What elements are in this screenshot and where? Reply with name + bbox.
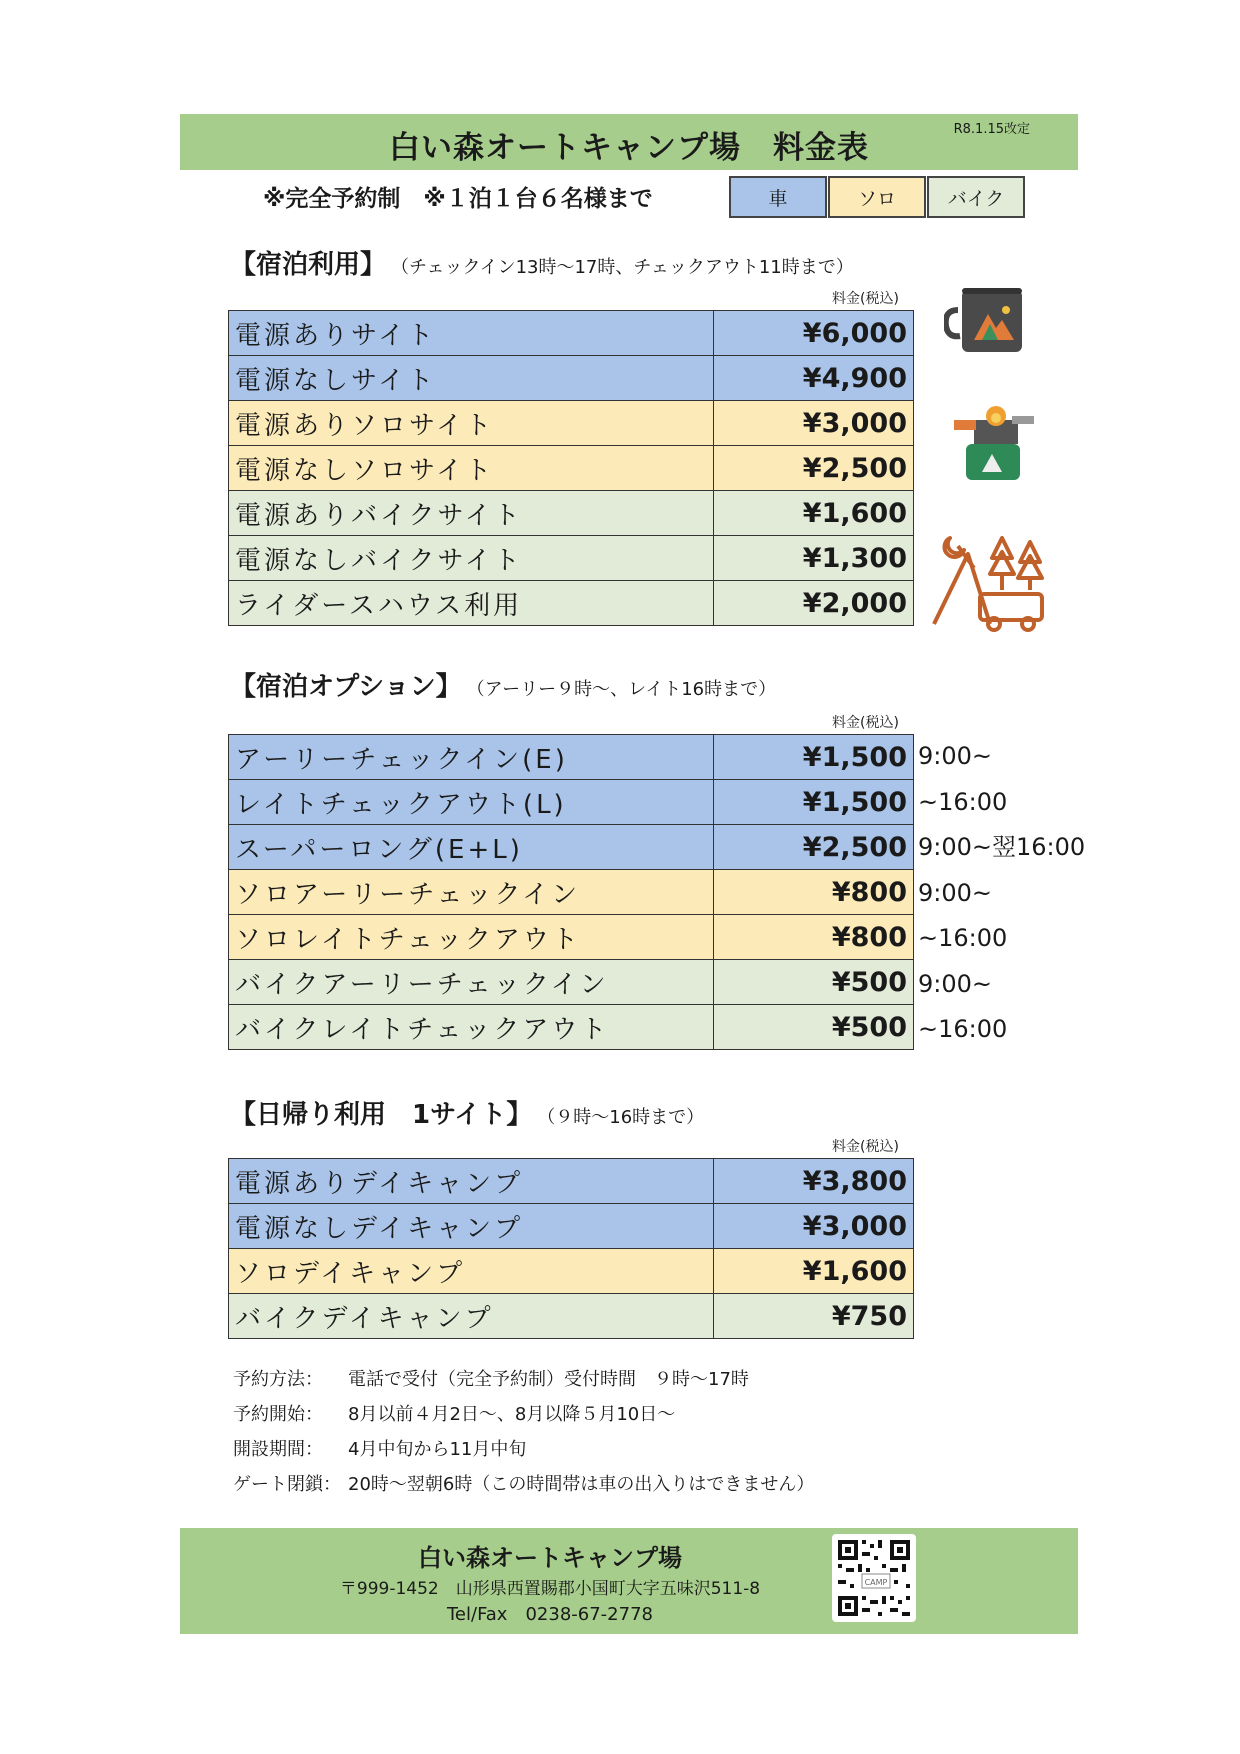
row-price: ¥800 xyxy=(714,915,914,960)
table-row xyxy=(229,735,914,780)
table-row xyxy=(229,401,914,446)
row-name: ソロレイトチェックアウト xyxy=(229,915,714,960)
option-time: 9:00~ xyxy=(918,969,993,998)
stay-price-table xyxy=(228,310,914,626)
option-time: 9:00~ xyxy=(918,878,993,907)
section-option-note: （アーリー９時～、レイト16時まで） xyxy=(475,679,777,700)
row-price: ¥2,500 xyxy=(714,825,914,870)
footer-tel-number: 0238-67-2778 xyxy=(525,1604,653,1625)
row-price: ¥750 xyxy=(714,1294,914,1339)
row-price: ¥6,000 xyxy=(714,311,914,356)
option-time: ~16:00 xyxy=(918,787,1008,816)
row-name: スーパーロング(E+L) xyxy=(229,825,714,870)
row-price: ¥3,000 xyxy=(714,401,914,446)
table-row xyxy=(229,915,914,960)
row-name: 電源なしソロサイト xyxy=(229,446,714,491)
table-row xyxy=(229,311,914,356)
info-value: 8月以前４月2日～、8月以降５月10日～ xyxy=(348,1404,676,1425)
table-row xyxy=(229,1159,914,1204)
info-value: 4月中旬から11月中旬 xyxy=(348,1439,527,1460)
legend-car: 車 xyxy=(729,176,827,218)
section-day-heading xyxy=(230,1094,704,1131)
row-name: 電源なしバイクサイト xyxy=(229,536,714,581)
table-row xyxy=(229,1005,914,1050)
row-name: ソロデイキャンプ xyxy=(229,1249,714,1294)
info-key: ゲート閉鎖： xyxy=(233,1474,341,1495)
row-name: 電源ありバイクサイト xyxy=(229,491,714,536)
row-price: ¥1,500 xyxy=(714,780,914,825)
fee-label-day: 料金(税込) xyxy=(832,1139,899,1155)
table-row xyxy=(229,1294,914,1339)
option-time: ~16:00 xyxy=(918,924,1008,952)
section-option-heading xyxy=(230,666,776,703)
legend-solo: ソロ xyxy=(828,176,926,218)
table-row xyxy=(229,1204,914,1249)
row-price: ¥3,000 xyxy=(714,1204,914,1249)
row-price: ¥1,600 xyxy=(714,1249,914,1294)
tent-camper-icon xyxy=(930,528,1050,634)
info-row xyxy=(233,1362,814,1397)
option-price-table xyxy=(228,734,914,1050)
info-value: 電話で受付（完全予約制）受付時間 ９時～17時 xyxy=(348,1369,749,1390)
table-row xyxy=(229,491,914,536)
row-name: バイクアーリーチェックイン xyxy=(229,960,714,1005)
info-value: 20時～翌朝6時（この時間帯は車の出入りはできません） xyxy=(348,1474,815,1495)
footer-tel-label: Tel/Fax xyxy=(447,1604,508,1625)
title-banner xyxy=(180,114,1078,170)
row-name: 電源ありサイト xyxy=(229,311,714,356)
qr-code-icon[interactable] xyxy=(832,1534,916,1622)
section-day-note: （９時～16時まで） xyxy=(546,1107,705,1128)
row-price: ¥800 xyxy=(714,870,914,915)
revision-date: R8.1.15改定 xyxy=(953,122,1030,137)
camp-stove-icon xyxy=(952,400,1042,490)
row-price: ¥1,600 xyxy=(714,491,914,536)
fee-label-option: 料金(税込) xyxy=(832,715,899,731)
footer-campsite-name: 白い森オートキャンプ場 xyxy=(418,1544,682,1572)
table-row xyxy=(229,960,914,1005)
info-key: 予約方法： xyxy=(233,1369,323,1390)
info-row xyxy=(233,1432,814,1467)
table-row xyxy=(229,446,914,491)
qr-caption: CAMP xyxy=(864,1578,888,1587)
row-name: アーリーチェックイン(E) xyxy=(229,735,714,780)
day-price-table xyxy=(228,1158,914,1339)
reservation-info xyxy=(233,1362,814,1502)
row-price: ¥500 xyxy=(714,1005,914,1050)
table-row xyxy=(229,1249,914,1294)
info-row xyxy=(233,1397,814,1432)
row-price: ¥500 xyxy=(714,960,914,1005)
row-name: 電源ありソロサイト xyxy=(229,401,714,446)
section-stay-note: （チェックイン13時～17時、チェックアウト11時まで） xyxy=(400,257,854,278)
option-time: 9:00~翌16:00 xyxy=(918,833,1086,861)
table-row xyxy=(229,825,914,870)
table-row xyxy=(229,356,914,401)
row-name: レイトチェックアウト(L) xyxy=(229,780,714,825)
row-price: ¥1,300 xyxy=(714,536,914,581)
row-name: バイクレイトチェックアウト xyxy=(229,1005,714,1050)
page-title: 白い森オートキャンプ場 料金表 xyxy=(389,130,869,166)
section-stay-heading xyxy=(230,244,854,281)
row-name: 電源なしデイキャンプ xyxy=(229,1204,714,1249)
option-time-column xyxy=(918,734,1085,1053)
option-time: 9:00~ xyxy=(918,742,993,770)
info-key: 予約開始： xyxy=(233,1404,323,1425)
section-day-title: 【日帰り利用 1サイト】 xyxy=(230,1100,533,1130)
row-price: ¥2,000 xyxy=(714,581,914,626)
footer-banner xyxy=(180,1528,1078,1634)
row-price: ¥2,500 xyxy=(714,446,914,491)
section-option-title: 【宿泊オプション】 xyxy=(230,672,462,702)
table-row xyxy=(229,780,914,825)
table-row xyxy=(229,581,914,626)
row-name: ライダースハウス利用 xyxy=(229,581,714,626)
table-row xyxy=(229,870,914,915)
row-price: ¥3,800 xyxy=(714,1159,914,1204)
info-key: 開設期間： xyxy=(233,1439,323,1460)
option-time: ~16:00 xyxy=(918,1015,1008,1043)
footer-tel xyxy=(180,1600,920,1626)
row-price: ¥4,900 xyxy=(714,356,914,401)
section-stay-title: 【宿泊利用】 xyxy=(230,250,387,280)
fee-label-stay: 料金(税込) xyxy=(832,291,899,307)
info-row xyxy=(233,1467,814,1502)
row-name: 電源ありデイキャンプ xyxy=(229,1159,714,1204)
table-row xyxy=(229,536,914,581)
row-name: 電源なしサイト xyxy=(229,356,714,401)
mug-icon xyxy=(944,280,1044,360)
qr-code-graphic xyxy=(832,1534,916,1622)
row-price: ¥1,500 xyxy=(714,735,914,780)
reservation-rules: ※完全予約制 ※１泊１台６名様まで xyxy=(263,186,653,212)
row-name: ソロアーリーチェックイン xyxy=(229,870,714,915)
row-name: バイクデイキャンプ xyxy=(229,1294,714,1339)
legend-bike: バイク xyxy=(927,176,1025,218)
footer-address: 〒999-1452 山形県西置賜郡小国町大字五味沢511-8 xyxy=(339,1579,761,1599)
